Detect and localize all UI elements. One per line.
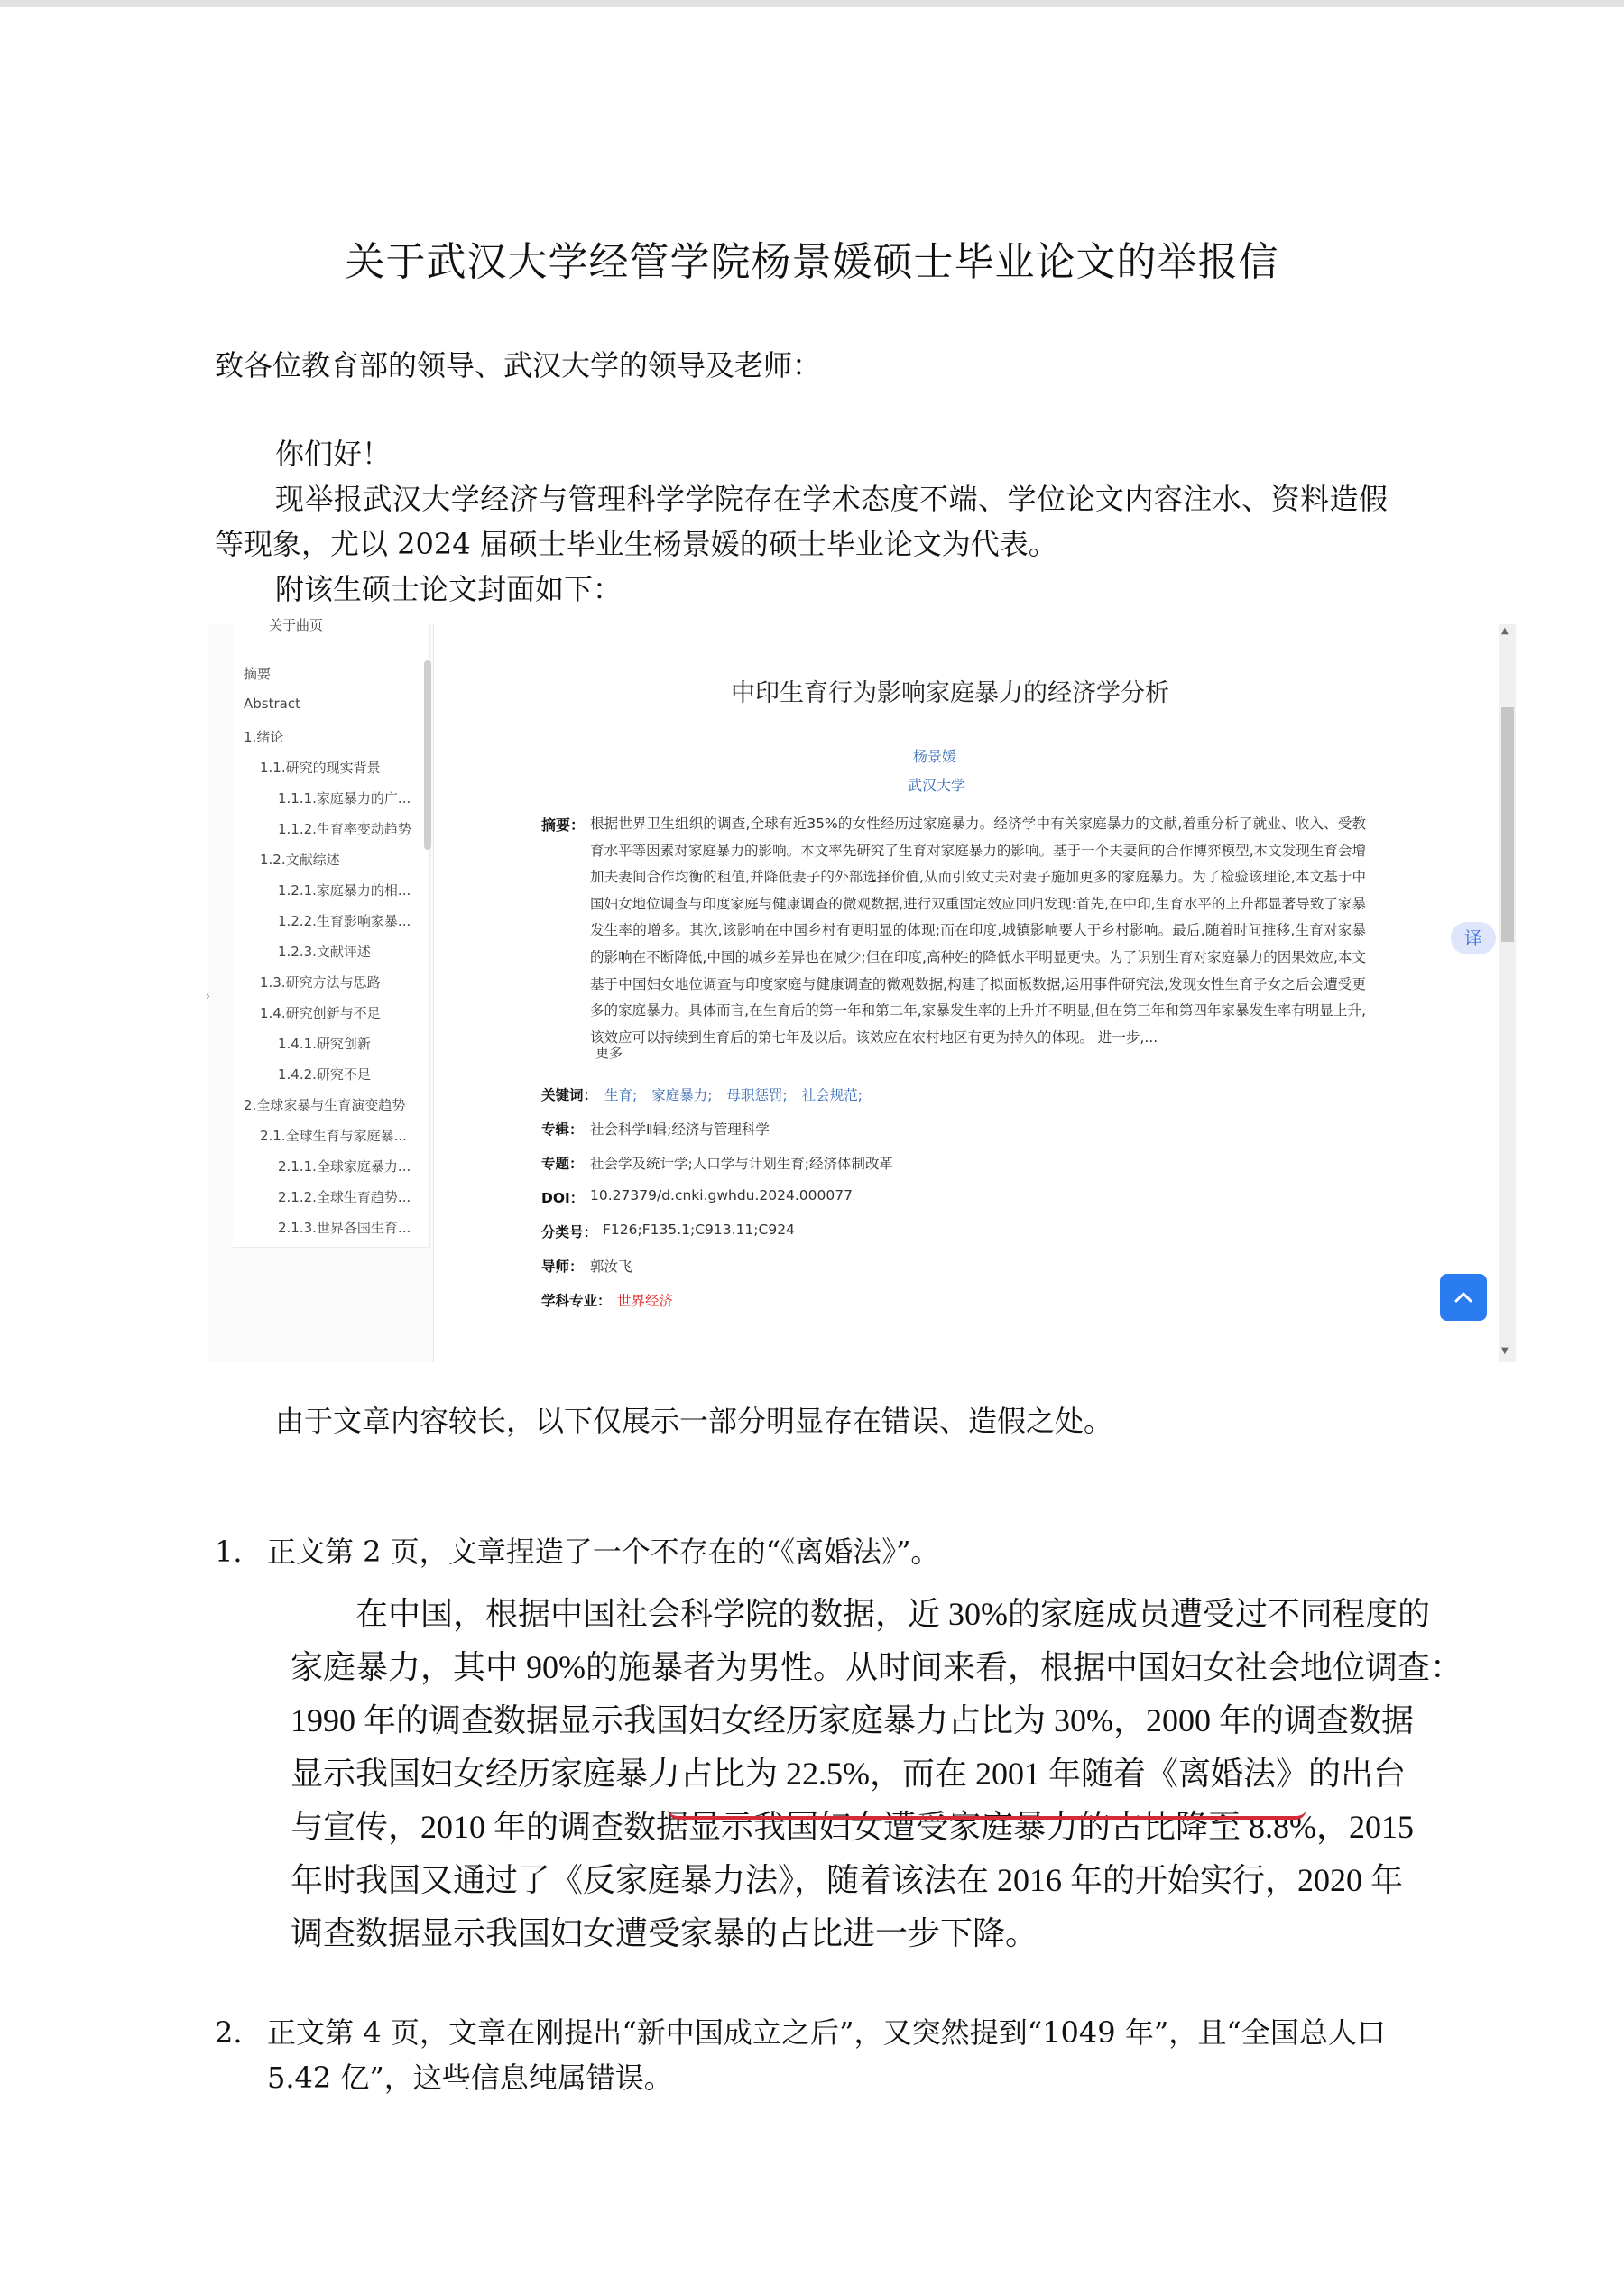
more-link[interactable]: 更多 — [595, 1045, 623, 1061]
keyword-link[interactable]: 母职惩罚; — [726, 1087, 788, 1103]
toc-item[interactable]: 1.2.3.文献评述 — [278, 944, 371, 960]
toc-item[interactable]: 1.3.研究方法与思路 — [260, 974, 381, 991]
toc-panel — [233, 617, 430, 1248]
greeting: 致各位教育部的领导、武汉大学的领导及老师： — [215, 348, 822, 383]
toc-item[interactable]: 2.1.3.世界各国生育... — [278, 1220, 411, 1236]
page-title: 关于武汉大学经管学院杨景媛硕士毕业论文的举报信 — [345, 239, 1279, 285]
paper-title: 中印生育行为影响家庭暴力的经济学分析 — [731, 679, 1169, 707]
excerpt-line: 调查数据显示我国妇女遭受家暴的占比进一步下降。 — [291, 1915, 1038, 1951]
major-label: 学科专业： — [541, 1293, 612, 1309]
intro-line: 由于文章内容较长，以下仅展示一部分明显存在错误、造假之处。 — [275, 1404, 1113, 1438]
toc-item[interactable]: 1.2.1.家庭暴力的相... — [278, 882, 411, 899]
toc-item[interactable]: 1.2.文献综述 — [260, 852, 340, 868]
keyword-link[interactable]: 社会规范; — [801, 1087, 863, 1103]
toc-item[interactable]: 1.1.2.生育率变动趋势 — [278, 821, 411, 837]
abstract-text: 根据世界卫生组织的调查,全球有近35%的女性经历过家庭暴力。经济学中有关家庭暴力的文献,着重分析了就业、收入、受教育水平等因素对家庭暴力的影响。本文率先研究了生育对家庭暴力的影响。基于一个夫妻间的合作博弈模型,本文发现生育会增加夫妻间合作均衡的租值,并降低妻子的外部选择价值,从而引致丈夫对妻子施加更多的家庭暴力。为了检验该理论,本文基于中国妇女地位调查与印度家庭与健康调查的微观数据,进行双重固定效应回归发现:首先,在中印,生育水平的上升都显著导致了家暴发生率的增多。其次,该影响在中国乡村有更明显的体现;而在印度,城镇影响要大于乡村影响。最后,随着时间推移,生育对家暴的影响在不断降低,中国的城乡差异也在减少;但在印度,高种姓的降低水平明显更快。为了识别生育对家庭暴力的因果效应,本文基于中国妇女地位调查与印度家庭与健康调查的微观数据,构建了拟面板数据,运用事件研究法,发现女性生育子女之后会遭受更多的家庭暴力。具体而言,在生育后的第一年和第二年,家暴发生率的上升并不明显,但在第三年和第四年家暴发生率有明显上升,该效应可以持续到生育后的第七年及以后。该效应在农村地区有更为持久的体现。 进一步,... — [590, 816, 1366, 1046]
excerpt-line: 在中国，根据中国社会科学院的数据，近 30%的家庭成员遭受过不同程度的 — [291, 1596, 1430, 1632]
class-value: F126;F135.1;C913.11;C924 — [603, 1222, 795, 1238]
advisor-value: 郭汝飞 — [590, 1259, 632, 1275]
excerpt-line: 与宣传，2010 年的调查数据显示我国妇女遭受家庭暴力的占比降至 8.8%，2015 — [291, 1809, 1414, 1845]
toc-item[interactable]: 1.4.研究创新与不足 — [260, 1005, 381, 1021]
scroll-up-arrow-icon[interactable]: ▲ — [1501, 626, 1509, 636]
thesis-excerpt — [291, 1588, 1463, 1967]
toc-item[interactable]: 摘要 — [244, 666, 272, 682]
topic-label: 专题： — [541, 1156, 584, 1172]
scroll-down-arrow-icon[interactable]: ▼ — [1501, 1346, 1509, 1356]
issue-number: 1. — [215, 1535, 243, 1569]
toc-item[interactable]: 1.4.1.研究创新 — [278, 1036, 371, 1052]
issue-number: 2. — [215, 2015, 243, 2050]
toc-item[interactable]: 1.4.2.研究不足 — [278, 1066, 371, 1083]
thesis-screenshot — [206, 617, 1516, 1362]
toc-item[interactable]: 2.全球家暴与生育演变趋势 — [244, 1097, 406, 1113]
excerpt-line: 1990 年的调查数据显示我国妇女经历家庭暴力占比为 30%，2000 年的调查数据 — [291, 1702, 1414, 1738]
issue-text: 正文第 2 页，文章捏造了一个不存在的“《离婚法》”。 — [267, 1535, 940, 1569]
abstract-label: 摘要： — [541, 816, 586, 834]
keyword-link[interactable]: 家庭暴力; — [651, 1087, 713, 1103]
doi-value: 10.27379/d.cnki.gwhdu.2024.000077 — [590, 1187, 853, 1203]
scrollbar-thumb[interactable] — [1501, 707, 1514, 942]
issue-text: 正文第 4 页，文章在刚提出“新中国成立之后”，又突然提到“1049 年”，且“全国总人口 5.42 亿”，这些信息纯属错误。 — [267, 2015, 1386, 2095]
toc-scrollbar[interactable] — [424, 660, 431, 850]
hello-line: 你们好！ — [275, 437, 392, 471]
chevron-up-icon — [1453, 1286, 1474, 1308]
toc-item[interactable]: Abstract — [244, 696, 300, 712]
excerpt-line: 年时我国又通过了《反家庭暴力法》，随着该法在 2016 年的开始实行，2020 年 — [291, 1862, 1404, 1898]
major-value: 世界经济 — [617, 1293, 674, 1309]
red-underline-annotation — [668, 1809, 1306, 1820]
toc-item[interactable]: 1.1.研究的现实背景 — [260, 760, 381, 776]
scroll-top-button[interactable] — [1440, 1274, 1487, 1321]
topic-value: 社会学及统计学;人口学与计划生育;经济体制改革 — [590, 1156, 893, 1172]
keywords-label: 关键词： — [541, 1087, 598, 1103]
collection-label: 专辑： — [541, 1121, 584, 1138]
report-paragraph: 现举报武汉大学经济与管理科学学院存在学术态度不端、学位论文内容注水、资料造假等现象，尤以 2024 届硕士毕业生杨景媛的硕士毕业论文为代表。 — [215, 482, 1388, 561]
advisor-label: 导师： — [541, 1259, 584, 1275]
top-bar — [0, 0, 1624, 7]
excerpt-line: 家庭暴力，其中 90%的施暴者为男性。从时间来看，根据中国妇女社会地位调查： — [291, 1649, 1463, 1685]
toc-item[interactable]: 2.1.1.全球家庭暴力... — [278, 1158, 411, 1175]
translate-button[interactable]: 译 — [1451, 922, 1496, 954]
keywords-list — [604, 1084, 877, 1104]
doi-label: DOI： — [541, 1190, 585, 1206]
toc-item[interactable]: 1.绪论 — [244, 729, 284, 745]
toc-item[interactable]: 1.2.2.生育影响家暴... — [278, 913, 411, 929]
chevron-right-icon[interactable]: › — [206, 990, 210, 1002]
toc-sidebar — [206, 617, 434, 1362]
keyword-link[interactable]: 生育; — [604, 1087, 638, 1103]
collection-value: 社会科学Ⅱ辑;经济与管理科学 — [590, 1121, 770, 1138]
toc-item[interactable]: 1.1.1.家庭暴力的广... — [278, 790, 411, 807]
class-label: 分类号： — [541, 1224, 598, 1240]
attach-line: 附该生硕士论文封面如下： — [275, 572, 623, 606]
page-scrollbar[interactable] — [1499, 624, 1516, 1362]
university-link[interactable]: 武汉大学 — [908, 777, 966, 794]
excerpt-line: 显示我国妇女经历家庭暴力占比为 22.5%，而在 2001 年随着《离婚法》的出台 — [291, 1756, 1406, 1792]
toc-item[interactable]: 2.1.2.全球生育趋势... — [278, 1189, 411, 1205]
toc-cut-label: 关于曲页 — [269, 617, 324, 633]
toc-item[interactable]: 2.1.全球生育与家庭暴... — [260, 1128, 407, 1144]
author-link[interactable]: 杨景媛 — [913, 748, 957, 765]
